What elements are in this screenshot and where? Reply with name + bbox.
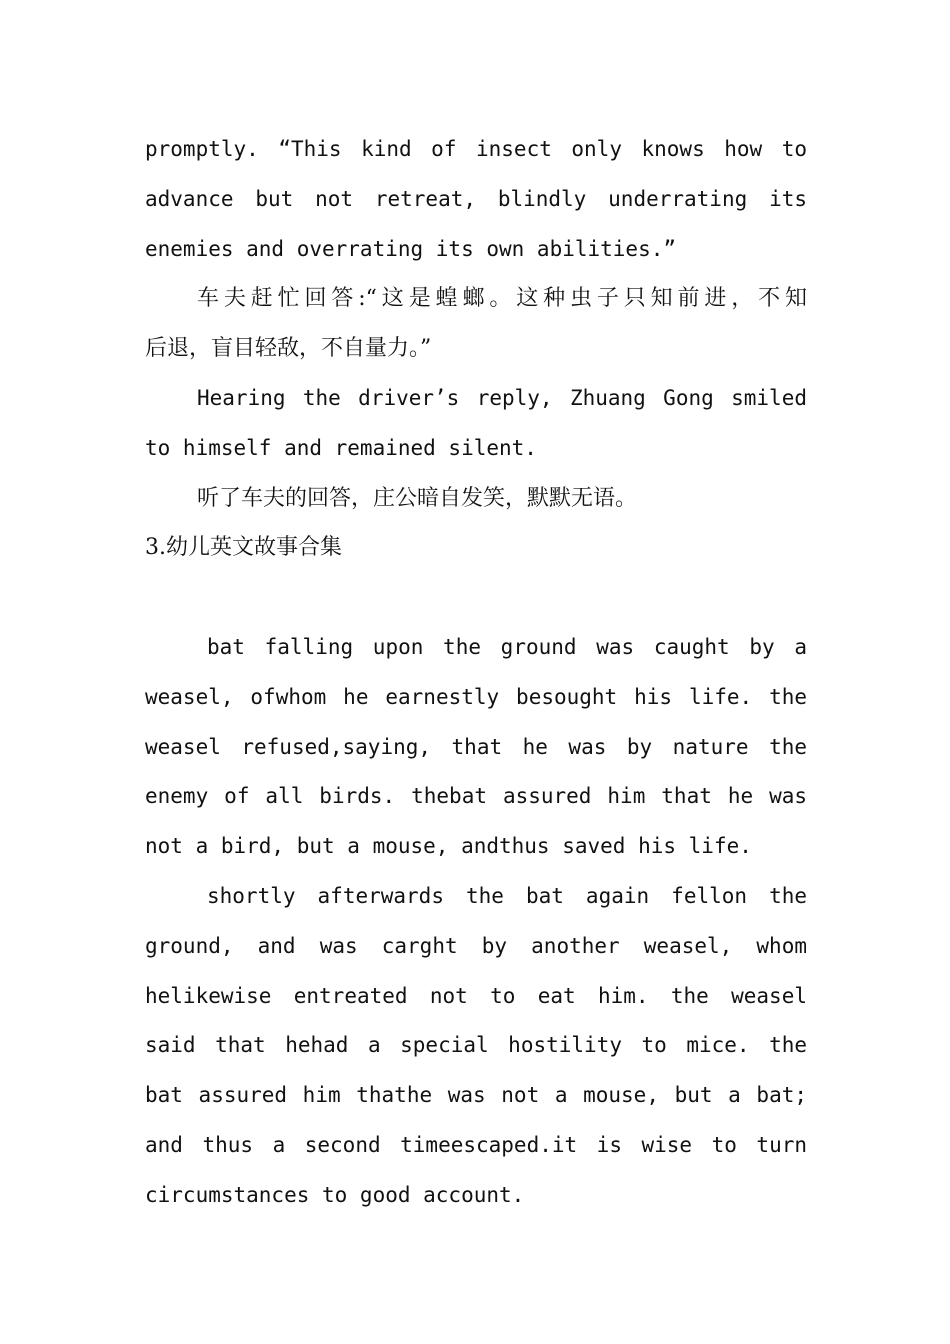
text-line: said that hehad a special hostility to mice. the	[145, 1033, 807, 1058]
text-line: weasel, ofwhom he earnestly besought his life. the	[145, 684, 807, 709]
text-line: ground, and was carght by another weasel, whom	[145, 933, 807, 958]
paragraph-chinese-silent	[145, 474, 807, 524]
section-heading: 3.幼儿英文故事合集	[145, 535, 342, 561]
text-line: helikewise entreated not to eat him. the weasel	[145, 983, 807, 1008]
text-line: 后退，盲目轻敌，不自量力。”	[145, 336, 432, 362]
blank-line	[145, 573, 807, 623]
text-line: enemy of all birds. thebat assured him that he was	[145, 784, 807, 809]
text-line: not a bird, but a mouse, andthus saved his life.	[145, 834, 752, 859]
text-line: to himself and remained silent.	[145, 435, 537, 460]
text-line: bat falling upon the ground was caught by a	[207, 634, 807, 659]
text-line: shortly afterwards the bat again fellon the	[207, 883, 807, 908]
text-line: 听了车夫的回答，庄公暗自发笑，默默无语。	[197, 485, 638, 511]
text-line: 车夫赶忙回答:“这是蝗螂。这种虫子只知前进，不知	[197, 286, 807, 312]
text-line: bat assured him thathe was not a mouse, but a bat;	[145, 1083, 807, 1108]
text-line: and thus a second timeescaped.it is wise to turn	[145, 1132, 807, 1157]
paragraph-bat-story-1	[145, 623, 807, 872]
text-line: circumstances to good account.	[145, 1182, 525, 1207]
text-line: advance but not retreat, blindly underrating its	[145, 186, 807, 211]
paragraph-english-silent	[145, 374, 807, 474]
paragraph-bat-story-2	[145, 872, 807, 1221]
paragraph-english-reply	[145, 125, 807, 274]
text-line: promptly. “This kind of insect only knows how to	[145, 137, 807, 161]
text-line: enemies and overrating its own abilities.”	[145, 236, 677, 261]
text-line: Hearing the driver’s reply, Zhuang Gong smiled	[197, 385, 807, 410]
document-page	[145, 125, 807, 1221]
paragraph-chinese-reply	[145, 274, 807, 374]
text-line: weasel refused,saying, that he was by nature the	[145, 734, 807, 759]
